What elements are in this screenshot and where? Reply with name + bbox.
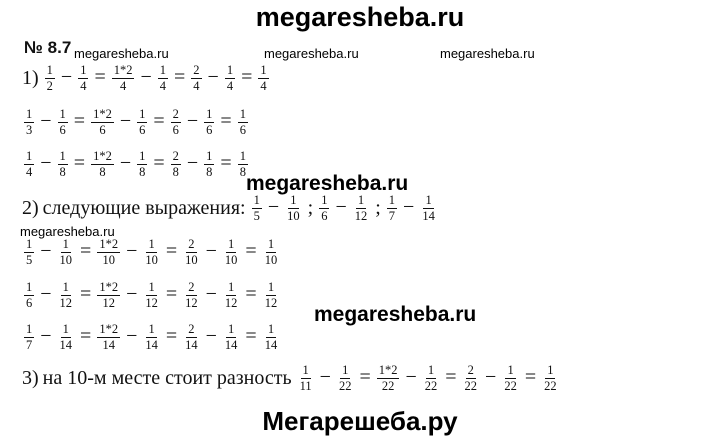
minus-sign: − bbox=[140, 66, 152, 89]
denominator: 7 bbox=[26, 338, 33, 353]
denominator: 8 bbox=[172, 165, 179, 180]
fraction bbox=[252, 194, 262, 223]
part3-text: на 10-м месте стоит разность bbox=[42, 367, 292, 390]
numerator: 1 bbox=[146, 281, 156, 296]
numerator: 2 bbox=[466, 364, 476, 379]
denominator: 10 bbox=[145, 253, 158, 268]
denominator: 4 bbox=[159, 79, 167, 94]
minus-sign: − bbox=[40, 110, 52, 133]
fraction bbox=[183, 281, 200, 310]
numerator: 1 bbox=[258, 64, 268, 79]
fraction bbox=[58, 281, 75, 310]
part2-header bbox=[22, 194, 439, 223]
fraction bbox=[542, 364, 559, 393]
fraction bbox=[258, 64, 268, 93]
equals-sign: = bbox=[73, 152, 86, 175]
numerator: 1 bbox=[238, 150, 248, 165]
fraction bbox=[91, 150, 114, 179]
fraction bbox=[183, 323, 200, 352]
numerator: 1 bbox=[226, 323, 236, 338]
fraction bbox=[353, 194, 370, 223]
numerator: 1*2 bbox=[97, 238, 120, 253]
equals-sign: = bbox=[153, 110, 165, 133]
fraction bbox=[337, 364, 354, 393]
expression bbox=[317, 194, 371, 223]
denominator: 5 bbox=[253, 209, 260, 224]
denominator: 8 bbox=[99, 165, 106, 180]
numerator: 1 bbox=[158, 64, 168, 79]
denominator: 12 bbox=[354, 209, 368, 224]
denominator: 6 bbox=[172, 123, 179, 138]
numerator: 1 bbox=[24, 323, 34, 338]
denominator: 14 bbox=[264, 338, 278, 353]
numerator: 1 bbox=[505, 364, 515, 379]
minus-sign: − bbox=[267, 196, 280, 219]
equals-sign: = bbox=[245, 240, 257, 263]
numerator: 2 bbox=[186, 238, 196, 253]
denominator: 12 bbox=[59, 296, 73, 311]
minus-sign: − bbox=[40, 325, 52, 348]
fraction bbox=[97, 238, 120, 267]
fraction bbox=[171, 108, 181, 137]
fraction bbox=[45, 64, 55, 93]
equation bbox=[22, 108, 250, 137]
denominator: 6 bbox=[206, 123, 213, 138]
denominator: 4 bbox=[80, 79, 87, 94]
denominator: 8 bbox=[206, 165, 213, 180]
denominator: 2 bbox=[46, 79, 53, 94]
denominator: 22 bbox=[424, 379, 438, 394]
denominator: 11 bbox=[299, 379, 312, 394]
fraction bbox=[58, 238, 75, 267]
equals-sign: = bbox=[445, 366, 457, 389]
minus-sign: − bbox=[485, 366, 497, 389]
minus-sign: − bbox=[205, 325, 217, 348]
denominator: 22 bbox=[381, 379, 395, 394]
denominator: 4 bbox=[260, 79, 267, 94]
watermark-small: megaresheba.ru bbox=[20, 224, 115, 239]
denominator: 12 bbox=[264, 296, 278, 311]
numerator: 1 bbox=[266, 281, 276, 296]
equation bbox=[43, 64, 271, 93]
minus-sign: − bbox=[40, 152, 52, 175]
fraction bbox=[58, 108, 68, 137]
part2-line-2 bbox=[22, 281, 281, 310]
numerator: 1*2 bbox=[97, 281, 120, 296]
part-label: 1) bbox=[22, 67, 39, 90]
numerator: 1 bbox=[204, 108, 214, 123]
equals-sign: = bbox=[165, 283, 178, 306]
minus-sign: − bbox=[126, 240, 138, 263]
fraction bbox=[377, 364, 400, 393]
fraction bbox=[24, 281, 34, 310]
minus-sign: − bbox=[403, 196, 415, 219]
denominator: 12 bbox=[145, 296, 158, 311]
numerator: 1 bbox=[61, 323, 71, 338]
denominator: 6 bbox=[26, 296, 33, 311]
denominator: 8 bbox=[139, 165, 146, 180]
fraction bbox=[143, 238, 160, 267]
fraction bbox=[238, 150, 248, 179]
minus-sign: − bbox=[119, 110, 132, 133]
denominator: 14 bbox=[422, 209, 435, 224]
numerator: 1*2 bbox=[377, 364, 400, 379]
denominator: 4 bbox=[119, 79, 127, 94]
fraction bbox=[298, 364, 314, 393]
part2-line-1 bbox=[22, 238, 281, 267]
watermark-footer: Мегарешеба.ру bbox=[262, 406, 458, 436]
watermark-medium: megaresheba.ru bbox=[246, 172, 409, 195]
expression bbox=[250, 194, 304, 223]
equals-sign: = bbox=[80, 283, 92, 306]
denominator: 12 bbox=[102, 296, 115, 311]
equation bbox=[22, 281, 281, 310]
minus-sign: − bbox=[126, 325, 138, 348]
numerator: 1 bbox=[225, 64, 235, 79]
fraction bbox=[183, 238, 200, 267]
part1-line-1 bbox=[22, 64, 271, 93]
equals-sign: = bbox=[220, 152, 232, 175]
numerator: 1 bbox=[24, 281, 34, 296]
fraction bbox=[223, 238, 240, 267]
fraction bbox=[238, 108, 248, 137]
denominator: 14 bbox=[224, 338, 238, 353]
part2-text: следующие выражения: bbox=[42, 197, 246, 220]
fraction bbox=[137, 108, 147, 137]
fraction bbox=[223, 281, 240, 310]
fraction bbox=[225, 64, 235, 93]
minus-sign: − bbox=[60, 66, 73, 89]
denominator: 14 bbox=[59, 338, 73, 353]
minus-sign: − bbox=[186, 152, 199, 175]
numerator: 2 bbox=[191, 64, 201, 79]
fraction bbox=[463, 364, 480, 393]
fraction bbox=[387, 194, 397, 223]
equals-sign: = bbox=[153, 152, 165, 175]
denominator: 4 bbox=[26, 165, 33, 180]
minus-sign: − bbox=[126, 283, 138, 306]
numerator: 1 bbox=[387, 194, 397, 209]
fraction bbox=[420, 194, 437, 223]
denominator: 6 bbox=[99, 123, 106, 138]
separator: ; bbox=[307, 197, 314, 220]
numerator: 1 bbox=[24, 150, 34, 165]
equals-sign: = bbox=[174, 66, 186, 89]
watermark-small: megaresheba.ru bbox=[440, 46, 535, 61]
numerator: 1 bbox=[266, 323, 276, 338]
equals-sign: = bbox=[94, 66, 106, 89]
denominator: 12 bbox=[224, 296, 238, 311]
equals-sign: = bbox=[80, 325, 92, 348]
equation bbox=[22, 323, 281, 352]
equals-sign: = bbox=[80, 240, 92, 263]
numerator: 1*2 bbox=[97, 323, 120, 338]
denominator: 6 bbox=[59, 123, 66, 138]
numerator: 2 bbox=[171, 108, 181, 123]
fraction bbox=[143, 281, 160, 310]
numerator: 1 bbox=[226, 281, 236, 296]
problem-number: № 8.7 bbox=[24, 38, 72, 57]
denominator: 5 bbox=[26, 253, 33, 268]
numerator: 1 bbox=[24, 238, 34, 253]
denominator: 8 bbox=[239, 165, 246, 180]
numerator: 1 bbox=[266, 238, 276, 253]
numerator: 1 bbox=[58, 108, 68, 123]
separator: ; bbox=[375, 197, 381, 220]
numerator: 1 bbox=[426, 364, 436, 379]
denominator: 6 bbox=[321, 209, 328, 224]
denominator: 10 bbox=[59, 253, 73, 268]
equation bbox=[22, 238, 281, 267]
denominator: 7 bbox=[388, 209, 396, 224]
fraction bbox=[285, 194, 302, 223]
numerator: 1 bbox=[58, 150, 68, 165]
numerator: 1 bbox=[252, 194, 262, 209]
numerator: 1 bbox=[545, 364, 555, 379]
fraction bbox=[502, 364, 519, 393]
watermark-medium: megaresheba.ru bbox=[314, 303, 477, 326]
numerator: 1*2 bbox=[91, 108, 114, 123]
denominator: 22 bbox=[544, 379, 557, 394]
denominator: 6 bbox=[239, 123, 246, 138]
numerator: 1 bbox=[61, 281, 71, 296]
denominator: 22 bbox=[338, 379, 352, 394]
fraction bbox=[263, 281, 280, 310]
fraction bbox=[58, 323, 75, 352]
minus-sign: − bbox=[205, 240, 217, 263]
part-label: 3) bbox=[22, 367, 39, 390]
numerator: 1 bbox=[78, 64, 88, 79]
expression bbox=[385, 194, 439, 223]
fraction bbox=[112, 64, 135, 93]
numerator: 1 bbox=[137, 150, 147, 165]
fraction bbox=[97, 323, 120, 352]
denominator: 22 bbox=[464, 379, 478, 394]
fraction bbox=[191, 64, 201, 93]
denominator: 12 bbox=[185, 296, 198, 311]
minus-sign: − bbox=[405, 366, 417, 389]
denominator: 6 bbox=[139, 123, 146, 138]
fraction bbox=[24, 323, 34, 352]
fraction bbox=[137, 150, 147, 179]
denominator: 10 bbox=[185, 253, 198, 268]
part2-line-3 bbox=[22, 323, 281, 352]
fraction bbox=[24, 150, 34, 179]
denominator: 8 bbox=[59, 165, 66, 180]
numerator: 2 bbox=[186, 281, 196, 296]
denominator: 14 bbox=[102, 338, 115, 353]
minus-sign: − bbox=[40, 283, 52, 306]
denominator: 10 bbox=[264, 253, 278, 268]
fraction bbox=[319, 194, 329, 223]
fraction bbox=[78, 64, 88, 93]
fraction bbox=[24, 238, 34, 267]
equals-sign: = bbox=[165, 240, 178, 263]
part3-line bbox=[22, 364, 561, 393]
fraction bbox=[204, 150, 214, 179]
fraction bbox=[263, 238, 280, 267]
denominator: 22 bbox=[504, 379, 517, 394]
fraction bbox=[158, 64, 168, 93]
fraction bbox=[58, 150, 68, 179]
minus-sign: − bbox=[319, 366, 331, 389]
denominator: 10 bbox=[224, 253, 238, 268]
fraction bbox=[171, 150, 181, 179]
equals-sign: = bbox=[73, 110, 86, 133]
watermark-header: megaresheba.ru bbox=[255, 2, 465, 32]
fraction bbox=[263, 323, 280, 352]
part1-line-2 bbox=[22, 108, 250, 137]
denominator: 14 bbox=[145, 338, 158, 353]
denominator: 4 bbox=[193, 79, 200, 94]
minus-sign: − bbox=[335, 196, 347, 219]
part-label: 2) bbox=[22, 197, 39, 220]
numerator: 1 bbox=[146, 323, 156, 338]
numerator: 1 bbox=[319, 194, 329, 209]
equation bbox=[22, 150, 250, 179]
minus-sign: − bbox=[119, 152, 132, 175]
denominator: 4 bbox=[226, 79, 234, 94]
denominator: 14 bbox=[185, 338, 198, 353]
numerator: 1 bbox=[61, 238, 71, 253]
fraction bbox=[91, 108, 114, 137]
minus-sign: − bbox=[186, 110, 199, 133]
numerator: 1 bbox=[137, 108, 147, 123]
numerator: 1 bbox=[146, 238, 156, 253]
numerator: 1*2 bbox=[112, 64, 135, 79]
equals-sign: = bbox=[524, 366, 537, 389]
watermark-small: megaresheba.ru bbox=[74, 46, 169, 61]
minus-sign: − bbox=[205, 283, 217, 306]
numerator: 2 bbox=[186, 323, 196, 338]
fraction bbox=[204, 108, 214, 137]
numerator: 1 bbox=[288, 194, 298, 209]
fraction bbox=[97, 281, 120, 310]
numerator: 1 bbox=[301, 364, 311, 379]
denominator: 10 bbox=[287, 209, 300, 224]
minus-sign: − bbox=[40, 240, 52, 263]
numerator: 1 bbox=[45, 64, 55, 79]
watermark-small: megaresheba.ru bbox=[264, 46, 359, 61]
equals-sign: = bbox=[220, 110, 232, 133]
numerator: 1 bbox=[340, 364, 350, 379]
numerator: 1*2 bbox=[91, 150, 114, 165]
numerator: 1 bbox=[356, 194, 366, 209]
equation bbox=[296, 364, 561, 393]
equals-sign: = bbox=[245, 325, 257, 348]
fraction bbox=[143, 323, 160, 352]
numerator: 2 bbox=[171, 150, 181, 165]
numerator: 1 bbox=[238, 108, 248, 123]
equals-sign: = bbox=[241, 66, 253, 89]
numerator: 1 bbox=[24, 108, 34, 123]
fraction bbox=[423, 364, 440, 393]
equals-sign: = bbox=[359, 366, 371, 389]
equals-sign: = bbox=[245, 283, 257, 306]
denominator: 3 bbox=[26, 123, 33, 138]
numerator: 1 bbox=[423, 194, 433, 209]
part1-line-3 bbox=[22, 150, 250, 179]
denominator: 10 bbox=[102, 253, 115, 268]
equals-sign: = bbox=[165, 325, 178, 348]
minus-sign: − bbox=[207, 66, 219, 89]
fraction bbox=[223, 323, 240, 352]
fraction bbox=[24, 108, 34, 137]
numerator: 1 bbox=[226, 238, 236, 253]
numerator: 1 bbox=[204, 150, 214, 165]
